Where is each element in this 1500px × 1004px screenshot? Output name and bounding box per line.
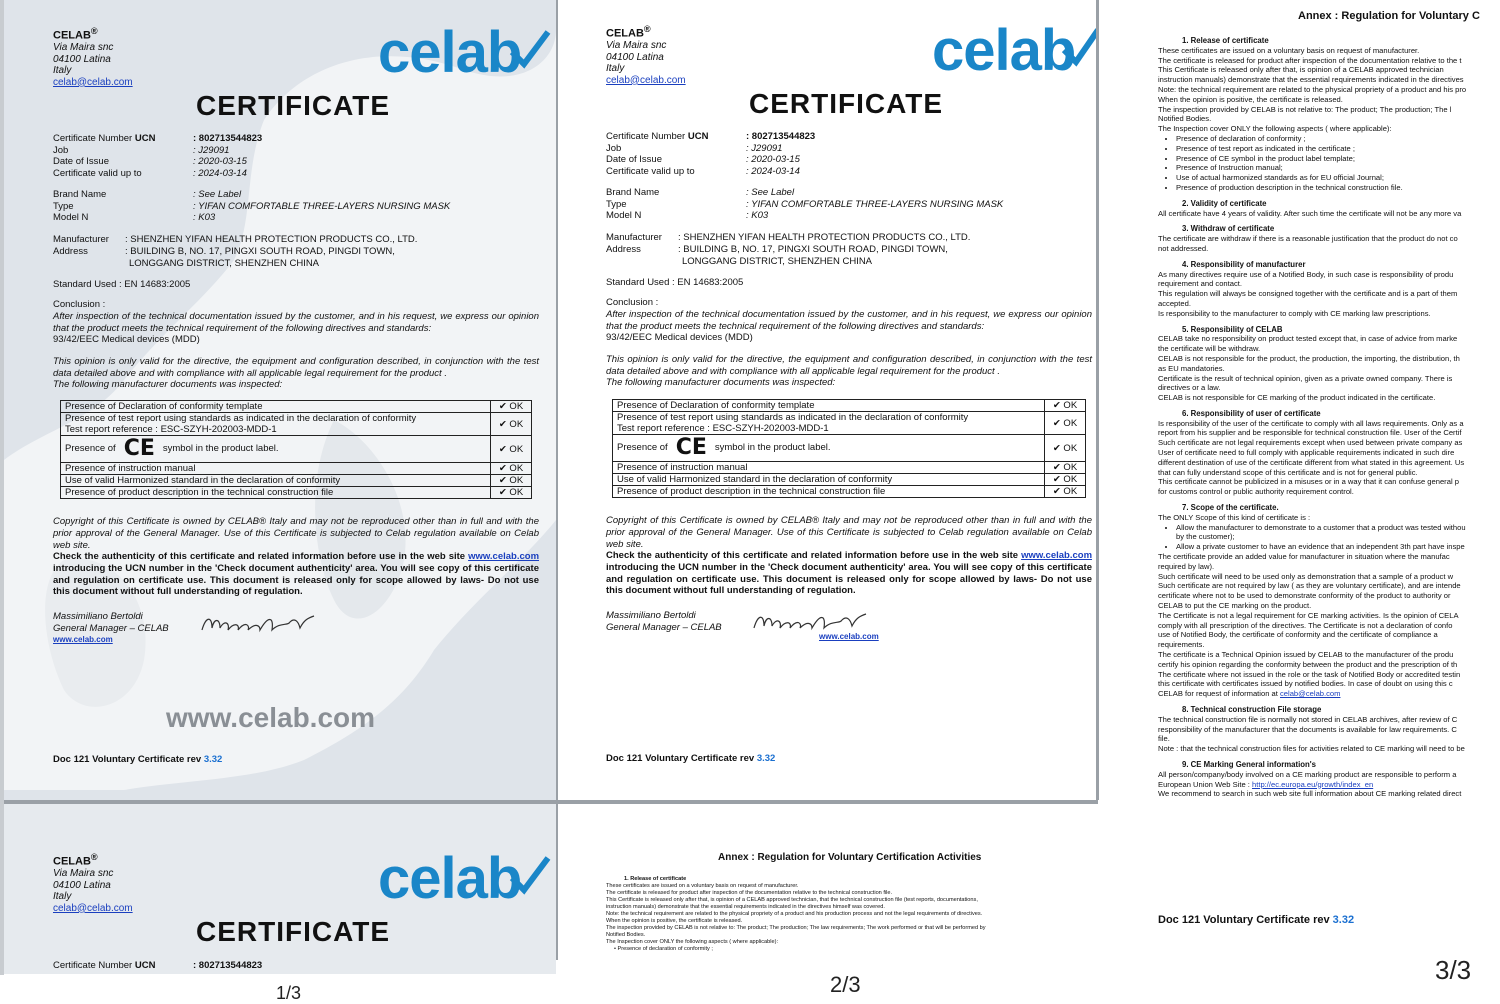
annex-title: Annex : Regulation for Voluntary C bbox=[1298, 10, 1480, 22]
annex-line: This regulation will always be consigned together with the certificate and is a part of them bbox=[1158, 289, 1458, 299]
issue-date-value: : 2020-03-15 bbox=[746, 154, 800, 165]
annex-line: User of certificate need to full comply with applicable requirements indicated in such dire bbox=[1158, 448, 1455, 458]
annex-section-heading: 6. Responsibility of user of certificate bbox=[1182, 408, 1321, 418]
address-label: Address bbox=[53, 245, 88, 257]
job-value: : J29091 bbox=[193, 144, 230, 156]
check-item-suffix: symbol in the product label. bbox=[714, 442, 831, 454]
check-item: Presence of product description in the technical construction file bbox=[613, 486, 1045, 498]
check-text-2: introducing the UCN number in the 'Check document authenticity' area. You will see copy of this certificate and regulation on certificate use. This document is released only for scope allowed by laws- Do not use this document without full understanding of regulation. bbox=[606, 561, 1092, 597]
check-item-ref: Test report reference : ESC-SZYH-202003-MDD-1 bbox=[617, 423, 829, 434]
annex-line: The certificate is released for product after inspection of the documentation relative to the technical construction file. bbox=[606, 890, 893, 896]
table-row bbox=[61, 487, 532, 499]
certificate-id-fields bbox=[53, 960, 262, 972]
check-item: Presence of bbox=[65, 443, 116, 455]
annex-bullet: • Presence of production description in the technical construction file. bbox=[1176, 183, 1500, 193]
doc-revision: 3.32 bbox=[1332, 914, 1355, 926]
annex-section-heading: 2. Validity of certificate bbox=[1182, 198, 1267, 208]
check-status: ✔ OK bbox=[1045, 486, 1086, 498]
company-email-link[interactable]: celab@celab.com bbox=[606, 74, 686, 86]
annex-line: requirement and contact. bbox=[1158, 279, 1243, 289]
address-label: Address bbox=[606, 243, 641, 255]
field-label: Model N bbox=[606, 210, 642, 221]
check-item: Presence of Declaration of conformity template bbox=[61, 401, 491, 413]
annex-section-heading: 5. Responsibility of CELAB bbox=[1182, 324, 1283, 334]
conclusion-label: Conclusion : bbox=[53, 299, 106, 310]
annex-line: Such certificate are not legal requirements except when used between private company as bbox=[1158, 438, 1463, 448]
celab-logo bbox=[378, 846, 522, 911]
model-value: : K03 bbox=[746, 210, 769, 221]
certificate-id-fields bbox=[53, 133, 450, 224]
field-row bbox=[53, 960, 262, 972]
annex-line: Note : that the technical construction files for activities related to CE marking will need to be bbox=[1158, 744, 1465, 754]
field-label: Type bbox=[53, 200, 74, 212]
annex-line: CELAB is not responsible for the product, the production, the importing, the distribution, th bbox=[1158, 353, 1460, 363]
annex-section-heading: 4. Responsibility of manufacturer bbox=[1182, 259, 1306, 269]
annex-line: The Inspection cover ONLY the following aspects ( where applicable): bbox=[606, 939, 779, 945]
certificate-title: CERTIFICATE bbox=[196, 916, 391, 947]
manufacturer-block bbox=[53, 234, 433, 269]
check-text-1: Check the authenticity of this certificate and related information before use in the web site bbox=[606, 550, 1019, 561]
check-status: ✔ OK bbox=[1045, 412, 1086, 435]
field-label: Certificate valid up to bbox=[606, 165, 695, 177]
authenticity-check-text bbox=[53, 551, 539, 598]
registered-mark: ® bbox=[90, 852, 98, 862]
annex-line: instruction manuals) demonstrate that the essential requirements indicated in the directives bbox=[1158, 75, 1464, 85]
watermark-url: www.celab.com bbox=[166, 702, 376, 733]
signer-block bbox=[606, 610, 722, 633]
annex-line: The inspection provided by CELAB is not relative to: The product; The production; The law requirements; The work performed or that will be performed by bbox=[606, 925, 986, 931]
field-label: Brand Name bbox=[53, 189, 107, 200]
type-value: : YIFAN COMFORTABLE THREE-LAYERS NURSING MASK bbox=[746, 198, 1004, 210]
annex-section-heading: 3. Withdraw of certificate bbox=[1182, 224, 1275, 234]
table-row bbox=[61, 463, 532, 475]
annex-bullet: • Allow a private customer to have an evidence that an independent 3th part have inspe bbox=[1176, 542, 1500, 552]
annex-line: The certificate is released for product after inspection of the documentation relative to the t bbox=[1158, 55, 1462, 65]
annex-line: Is responsibility of the user of the certificate to comply with all laws requirements. Only as a bbox=[1158, 418, 1464, 428]
annex-line: the certificate will be withdraw. bbox=[1158, 344, 1261, 354]
registered-mark: ® bbox=[90, 26, 98, 36]
annex-line: certify his opinion regarding the conformity between the product and the prescription of th bbox=[1158, 659, 1458, 669]
address-value-2: LONGGANG DISTRICT, SHENZHEN CHINA bbox=[129, 257, 320, 269]
signer-title: General Manager – CELAB bbox=[606, 621, 722, 633]
authenticity-check-text bbox=[606, 550, 1092, 597]
company-name: CELAB bbox=[53, 855, 91, 868]
annex-line: Notified Bodies. bbox=[606, 932, 646, 938]
company-name: CELAB bbox=[53, 29, 91, 42]
address-line-1: Via Maira snc bbox=[53, 42, 114, 54]
field-row bbox=[606, 154, 1003, 166]
table-row bbox=[613, 462, 1086, 474]
annex-bullet-list bbox=[1158, 134, 1500, 193]
annex-line: The certificate is a Technical Opinion issued by CELAB to the manufacturer of the produ bbox=[1158, 650, 1454, 660]
field-row bbox=[606, 131, 1003, 143]
eu-growth-link[interactable]: http://ec.europa.eu/growth/index_en bbox=[1252, 779, 1374, 789]
conclusion-text: After inspection of the technical documentation issued by the customer, and in his request, we express our opinion that the product meets the technical requirement of the following directives and standards: bbox=[606, 309, 1092, 332]
logo-checkmark-icon bbox=[506, 26, 552, 72]
check-item: Presence of test report using standards as indicated in the declaration of conformity bbox=[617, 412, 969, 423]
annex-bullet: • Allow the manufacturer to demonstrate to a customer that a product was tested withou bbox=[1176, 523, 1500, 533]
annex-line: Note: the technical requirement are related to the physical propriety of a product and his pro bbox=[1158, 84, 1467, 94]
annex-line: certificate where not to be used to demonstrate conformity of the product to authority or bbox=[1158, 591, 1451, 601]
company-email-link[interactable]: celab@celab.com bbox=[53, 902, 133, 914]
field-label-bold: UCN bbox=[687, 131, 709, 142]
table-row bbox=[613, 474, 1086, 486]
field-row bbox=[53, 168, 450, 180]
doc-footer-text: Doc 121 Voluntary Certificate rev bbox=[53, 754, 202, 765]
annex-line: report from his supplier and be responsible for technical construction file. User of the Certif bbox=[1158, 428, 1462, 438]
check-status: ✔ OK bbox=[1045, 462, 1086, 474]
check-status: ✔ OK bbox=[491, 463, 532, 475]
signature-website-link[interactable]: www.celab.com bbox=[53, 635, 113, 644]
inspection-checklist-table bbox=[60, 400, 532, 499]
field-row bbox=[53, 156, 450, 168]
annex-email-link[interactable]: celab@celab.com bbox=[1280, 689, 1341, 699]
certificate-page-1 bbox=[4, 0, 556, 800]
check-status: ✔ OK bbox=[491, 413, 532, 436]
field-row bbox=[606, 143, 1003, 155]
opinion-text: This opinion is only valid for the directive, the equipment and configuration described, in conjunction with the test data detailed above and with compliance with all applicable legal requirement for the product . bbox=[606, 354, 1092, 377]
annex-line: The Certificate is not a legal requirement for CE marking activities. Is the opinion of CELA bbox=[1158, 610, 1459, 620]
annex-line: The certificate are withdraw if there is a reasonable justification that the product do not co bbox=[1158, 234, 1458, 244]
table-row bbox=[613, 435, 1086, 462]
check-item-suffix: symbol in the product label. bbox=[162, 443, 279, 455]
directive-text: 93/42/EEC Medical devices (MDD) bbox=[606, 332, 753, 343]
check-status: ✔ OK bbox=[491, 475, 532, 487]
page-divider bbox=[0, 800, 1098, 804]
field-row bbox=[53, 201, 450, 213]
address-value-2: LONGGANG DISTRICT, SHENZHEN CHINA bbox=[682, 255, 873, 267]
field-label: Date of Issue bbox=[53, 156, 109, 167]
field-label: Job bbox=[606, 142, 622, 154]
logo-text: celab bbox=[378, 846, 522, 911]
annex-bullet: • Presence of declaration of conformity ; bbox=[1176, 134, 1500, 144]
check-item: Presence of Declaration of conformity template bbox=[613, 400, 1045, 412]
celab-website-link[interactable]: www.celab.com bbox=[1021, 550, 1093, 561]
certificate-page-2 bbox=[558, 0, 1096, 800]
logo-checkmark-icon bbox=[1058, 24, 1096, 70]
annex-line: When the opinion is positive, the certificate is released. bbox=[1158, 94, 1343, 104]
doc-footer-text: Doc 121 Voluntary Certificate rev bbox=[606, 753, 755, 764]
annex-page bbox=[1100, 0, 1500, 960]
annex-line: Such certificate are not required by law ( as they are voluntary certificate), and are intende bbox=[1158, 581, 1461, 591]
annex-section-heading: 7. Scope of the certificate. bbox=[1182, 503, 1279, 513]
page-divider bbox=[556, 0, 558, 960]
field-row bbox=[606, 199, 1003, 211]
check-text-1: Check the authenticity of this certificate and related information before use in the web site bbox=[53, 551, 466, 562]
field-label: Brand Name bbox=[606, 187, 660, 198]
annex-line: The Inspection cover ONLY the following aspects ( where applicable): bbox=[1158, 124, 1392, 134]
field-label-bold: UCN bbox=[134, 133, 156, 144]
logo-text: celab bbox=[932, 18, 1076, 83]
table-row bbox=[613, 412, 1086, 435]
manufacturer-label: Manufacturer bbox=[606, 232, 662, 243]
annex-line: CELAB take no responsibility on product tested except that, in case of advice from marke bbox=[1158, 334, 1458, 344]
annex-line: Such certificate will need to be used only as demonstration that a sample of a product w bbox=[1158, 571, 1454, 581]
page-number-1: 1/3 bbox=[276, 983, 302, 1003]
signer-name: Massimiliano Bertoldi bbox=[606, 610, 696, 621]
company-address bbox=[606, 24, 686, 86]
check-item: Use of valid Harmonized standard in the declaration of conformity bbox=[61, 475, 491, 487]
check-status: ✔ OK bbox=[1045, 400, 1086, 412]
annex-bullet: • Presence of test report as indicated in the certificate ; bbox=[1176, 144, 1500, 154]
signer-block bbox=[53, 611, 169, 646]
annex-bullet: • Presence of CE symbol in the product label template; bbox=[1176, 154, 1500, 164]
certificate-number-value: : 802713544823 bbox=[193, 133, 263, 144]
doc-footer bbox=[606, 753, 775, 764]
check-item: Presence of bbox=[617, 442, 668, 454]
annex-line: CELAB is not responsible for CE marking of the product indicated in the certificate. bbox=[1158, 393, 1436, 403]
check-status: ✔ OK bbox=[1045, 474, 1086, 486]
address-line-3: Italy bbox=[53, 65, 72, 77]
company-email-link[interactable]: celab@celab.com bbox=[53, 76, 133, 88]
annex-line: • Presence of declaration of conformity ; bbox=[614, 946, 713, 952]
annex-bullet: by the customer); bbox=[1176, 532, 1235, 542]
annex-title: Annex : Regulation for Voluntary Certification Activities bbox=[718, 852, 982, 863]
model-value: : K03 bbox=[193, 212, 216, 223]
check-item: Presence of instruction manual bbox=[61, 463, 491, 475]
annex-line: responsibility of the manufacturer that the documents is available for law requirements. C bbox=[1158, 724, 1457, 734]
brand-value: : See Label bbox=[193, 189, 242, 200]
annex-line: requirements. bbox=[1158, 640, 1205, 650]
doc-footer bbox=[53, 754, 222, 765]
annex-line: different destination of use of the certificate different from what stated in this agreement. Us bbox=[1158, 457, 1465, 467]
annex-bullet-list bbox=[1158, 523, 1500, 552]
field-row bbox=[606, 166, 1003, 178]
company-name: CELAB bbox=[606, 27, 644, 40]
registered-mark: ® bbox=[643, 24, 651, 34]
field-label: Certificate Number bbox=[53, 960, 133, 971]
address-value-1: : BUILDING B, NO. 17, PINGXI SOUTH ROAD, PINGDI TOWN, bbox=[678, 243, 948, 255]
annex-line: file. bbox=[1158, 734, 1170, 744]
address-line-1: Via Maira snc bbox=[53, 868, 114, 880]
annex-line: Certificate is the result of technical opinion, given as a private owned company. There is bbox=[1158, 373, 1453, 383]
certificate-title: CERTIFICATE bbox=[749, 88, 944, 119]
directive-text: 93/42/EEC Medical devices (MDD) bbox=[53, 334, 200, 345]
annex-section-heading: 1. Release of certificate bbox=[1182, 36, 1269, 45]
manufacturer-label: Manufacturer bbox=[53, 234, 109, 245]
check-status: ✔ OK bbox=[1045, 435, 1086, 462]
valid-until-value: : 2024-03-14 bbox=[746, 165, 800, 177]
annex-line: for customs control or public authority requirement control. bbox=[1158, 487, 1354, 497]
check-item: Presence of product description in the technical construction file bbox=[61, 487, 491, 499]
page-divider bbox=[0, 0, 4, 975]
annex-line: European Union Web Site : bbox=[1158, 779, 1250, 789]
table-row bbox=[613, 400, 1086, 412]
doc-revision: 3.32 bbox=[203, 754, 223, 765]
check-item: Use of valid Harmonized standard in the declaration of conformity bbox=[613, 474, 1045, 486]
check-status: ✔ OK bbox=[491, 487, 532, 499]
standard-used: Standard Used : EN 14683:2005 bbox=[606, 277, 744, 288]
ce-mark-icon: CE bbox=[123, 436, 155, 462]
doc-footer-text: Doc 121 Voluntary Certificate rev bbox=[1158, 914, 1330, 926]
field-label: Model N bbox=[53, 212, 89, 223]
annex-line: When the opinion is positive, the certificate is released. bbox=[606, 918, 743, 924]
annex-line: As many directives require use of a Notified Body, in such case is responsibility of produ bbox=[1158, 269, 1454, 279]
annex-section-heading: 9. CE Marking General information's bbox=[1182, 759, 1316, 769]
signature-image bbox=[198, 612, 318, 638]
annex-line: this certificate with certificates issued by notified bodies. In case of doubt on using this c bbox=[1158, 679, 1453, 689]
annex-line: This certificate cannot be publicized in a misuses or in a way that it can confuse general p bbox=[1158, 477, 1459, 487]
certificate-id-fields bbox=[606, 131, 1003, 222]
address-line-1: Via Maira snc bbox=[606, 40, 667, 52]
annex-line: use of Notified Body, the certificate of conformity and the certificate of compliance a bbox=[1158, 630, 1438, 640]
annex-line: This Certificate is released only after that, is opinion of a CELAB approved technician bbox=[1158, 65, 1444, 75]
annex-line: Notified Bodies. bbox=[1158, 114, 1212, 124]
opinion-text: This opinion is only valid for the directive, the equipment and configuration described, in conjunction with the test data detailed above and with compliance with all applicable legal requirement for the product . bbox=[53, 356, 539, 379]
check-status: ✔ OK bbox=[491, 436, 532, 463]
annex-line: This Certificate is released only after that, is opinion of a CELAB approved technician, that the technical construction file (test reports, documentations, bbox=[606, 897, 978, 903]
field-label: Certificate valid up to bbox=[53, 167, 142, 179]
check-text-2: introducing the UCN number in the 'Check document authenticity' area. You will see copy of this certificate and regulation on certificate use. This document is released only for scope allowed by laws- Do not use this document without full understanding of regulation. bbox=[53, 562, 539, 598]
field-label: Date of Issue bbox=[606, 154, 662, 165]
table-row bbox=[613, 486, 1086, 498]
table-row bbox=[61, 413, 532, 436]
annex-line: instruction manuals) demonstrate that the essential requirements indicated in the directives himself was covered. bbox=[606, 904, 885, 910]
annex-line: The inspection provided by CELAB is not relative to: The product; The production; The l bbox=[1158, 104, 1452, 114]
field-label: Certificate Number bbox=[606, 131, 686, 142]
brand-value: : See Label bbox=[746, 187, 795, 198]
company-address bbox=[53, 852, 133, 914]
annex-section-heading: 1. Release of certificate bbox=[624, 876, 687, 882]
certificate-page-partial bbox=[4, 804, 556, 974]
annex-line: CELAB for request of information at bbox=[1158, 689, 1278, 699]
annex-section-heading: 8. Technical construction File storage bbox=[1182, 705, 1322, 714]
check-status: ✔ OK bbox=[491, 401, 532, 413]
annex-line: All certificate have 4 years of validity. After such time the certificate will not be any more va bbox=[1158, 208, 1462, 218]
issue-date-value: : 2020-03-15 bbox=[193, 156, 247, 167]
celab-logo bbox=[932, 18, 1076, 83]
field-row bbox=[606, 187, 1003, 199]
annex-line: comply with all prescription of the directives. The Certificate is not a declaration of confo bbox=[1158, 620, 1453, 630]
manufacturer-value: : SHENZHEN YIFAN HEALTH PROTECTION PRODUCTS CO., LTD. bbox=[125, 234, 418, 245]
copyright-text: Copyright of this Certificate is owned by CELAB® Italy and may not be reproduced other than in full and with the prior approval of the General Manager. Use of this Certificate is subjected to Celab regulation available on Celab web site. bbox=[53, 516, 539, 551]
annex-line: These certificates are issued on a voluntary basis on request of manufacturer. bbox=[606, 883, 799, 889]
table-row bbox=[61, 436, 532, 463]
logo-checkmark-icon bbox=[506, 852, 552, 898]
table-row bbox=[61, 475, 532, 487]
field-row bbox=[53, 133, 450, 145]
field-row bbox=[53, 145, 450, 157]
annex-line: directives or a law. bbox=[1158, 383, 1221, 393]
annex-line: accepted. bbox=[1158, 298, 1191, 308]
job-value: : J29091 bbox=[746, 142, 783, 154]
certificate-number-value: : 802713544823 bbox=[746, 131, 816, 142]
annex-line: required by law). bbox=[1158, 561, 1215, 571]
annex-bullet: • Use of actual harmonized standards as for EU official Journal; bbox=[1176, 173, 1500, 183]
inspection-checklist-table bbox=[612, 399, 1086, 498]
doc-revision: 3.32 bbox=[756, 753, 776, 764]
annex-line: These certificates are issued on a voluntary basis on request of manufacturer. bbox=[1158, 45, 1420, 55]
annex-line: The technical construction file is normally not stored in CELAB archives, after review of C bbox=[1158, 714, 1458, 724]
documents-intro: The following manufacturer documents was inspected: bbox=[606, 377, 836, 388]
field-label: Job bbox=[53, 144, 69, 156]
check-item-ref: Test report reference : ESC-SZYH-202003-MDD-1 bbox=[65, 424, 277, 435]
annex-body-small bbox=[606, 876, 986, 953]
annex-line: CELAB to put the CE marking on the product. bbox=[1158, 601, 1312, 611]
annex-line: The certificate provide an added value for manufacturer in situation where the manufac bbox=[1158, 552, 1450, 562]
address-line-2: 04100 Latina bbox=[606, 51, 664, 63]
annex-line: Note: the technical requirement are related to the physical propriety of a product and his production process and not the legal requirements of directives. bbox=[606, 911, 983, 917]
certificate-title: CERTIFICATE bbox=[196, 90, 391, 121]
field-row bbox=[53, 212, 450, 224]
annex-line: Is responsibility to the manufacturer to comply with CE marking law prescriptions. bbox=[1158, 308, 1431, 318]
address-line-3: Italy bbox=[53, 891, 72, 903]
field-label-bold: UCN bbox=[134, 960, 156, 971]
annex-bullet: • Presence of Instruction manual; bbox=[1176, 163, 1500, 173]
doc-footer bbox=[1158, 914, 1354, 926]
documents-intro: The following manufacturer documents was inspected: bbox=[53, 379, 283, 390]
annex-line: not addressed. bbox=[1158, 243, 1209, 253]
field-label: Type bbox=[606, 198, 627, 210]
annex-line: as EU mandatories. bbox=[1158, 363, 1225, 373]
address-line-2: 04100 Latina bbox=[53, 879, 111, 891]
page-number-3: 3/3 bbox=[1435, 955, 1472, 985]
signer-name: Massimiliano Bertoldi bbox=[53, 611, 143, 622]
company-address bbox=[53, 26, 133, 88]
annex-line: The certificate where not issued in the role or the task of Notified Body or accredited testin bbox=[1158, 669, 1461, 679]
standard-used: Standard Used : EN 14683:2005 bbox=[53, 279, 191, 290]
valid-until-value: : 2024-03-14 bbox=[193, 167, 247, 179]
field-row bbox=[606, 210, 1003, 222]
annex-page-partial bbox=[558, 804, 1096, 954]
logo-text: celab bbox=[378, 20, 522, 85]
field-label: Certificate Number bbox=[53, 133, 133, 144]
field-row bbox=[53, 189, 450, 201]
celab-logo bbox=[378, 20, 522, 85]
page-number-2: 2/3 bbox=[830, 972, 861, 997]
certificate-number-value: : 802713544823 bbox=[193, 960, 263, 971]
annex-line: All person/company/body involved on a CE marking product are responsible to perform a bbox=[1158, 769, 1457, 779]
table-row bbox=[61, 401, 532, 413]
annex-line: The ONLY Scope of this kind of certificate is : bbox=[1158, 512, 1311, 522]
ce-mark-icon: CE bbox=[675, 435, 707, 461]
conclusion-label: Conclusion : bbox=[606, 297, 659, 308]
address-line-2: 04100 Latina bbox=[53, 53, 111, 65]
annex-line: that can fully understand scope of this certificate and is not for general public. bbox=[1158, 467, 1418, 477]
type-value: : YIFAN COMFORTABLE THREE-LAYERS NURSING MASK bbox=[193, 200, 451, 212]
address-value-1: : BUILDING B, NO. 17, PINGXI SOUTH ROAD, PINGDI TOWN, bbox=[125, 245, 395, 257]
check-item: Presence of instruction manual bbox=[613, 462, 1045, 474]
check-item: Presence of test report using standards as indicated in the declaration of conformity bbox=[65, 413, 417, 424]
conclusion-text: After inspection of the technical documentation issued by the customer, and in his request, we express our opinion that the product meets the technical requirement of the following directives and standards: bbox=[53, 311, 539, 334]
signer-title: General Manager – CELAB bbox=[53, 622, 169, 634]
address-line-3: Italy bbox=[606, 63, 625, 75]
annex-line: We recommend to search in such web site full information about CE marking related direct bbox=[1158, 789, 1462, 799]
signature-website-link[interactable]: www.celab.com bbox=[819, 632, 879, 641]
annex-body bbox=[1158, 30, 1500, 799]
copyright-text: Copyright of this Certificate is owned by CELAB® Italy and may not be reproduced other than in full and with the prior approval of the General Manager. Use of this Certificate is subjected to Celab regulation available on Celab web site. bbox=[606, 515, 1092, 550]
page-divider bbox=[1096, 0, 1099, 800]
celab-website-link[interactable]: www.celab.com bbox=[468, 551, 540, 562]
manufacturer-value: : SHENZHEN YIFAN HEALTH PROTECTION PRODUCTS CO., LTD. bbox=[678, 232, 971, 243]
manufacturer-block bbox=[606, 232, 986, 267]
